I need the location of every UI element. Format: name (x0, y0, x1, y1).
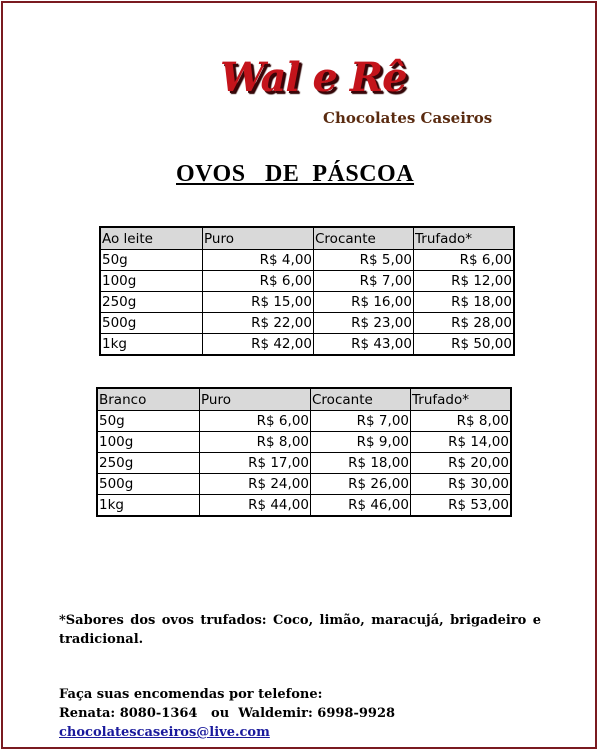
table-header-row (100, 227, 514, 250)
contact-block (59, 685, 395, 742)
table-cell-price: R$ 43,00 (314, 334, 414, 356)
table-cell-size: 50g (97, 411, 200, 432)
table-cell-price: R$ 16,00 (314, 292, 414, 313)
table-cell-price: R$ 42,00 (203, 334, 314, 356)
price-table-ao-leite (99, 226, 515, 356)
table-cell-price: R$ 5,00 (314, 250, 414, 271)
table-header-cell: Puro (200, 388, 311, 411)
table-cell-price: R$ 6,00 (200, 411, 311, 432)
price-table-branco (96, 387, 512, 517)
table-row (100, 271, 514, 292)
table-header-cell: Branco (97, 388, 200, 411)
table-cell-price: R$ 4,00 (203, 250, 314, 271)
table-cell-size: 50g (100, 250, 203, 271)
table-row (97, 453, 511, 474)
table-cell-price: R$ 14,00 (411, 432, 512, 453)
table-cell-price: R$ 22,00 (203, 313, 314, 334)
table-cell-price: R$ 26,00 (311, 474, 411, 495)
table-cell-price: R$ 9,00 (311, 432, 411, 453)
table-cell-size: 500g (97, 474, 200, 495)
table-cell-price: R$ 20,00 (411, 453, 512, 474)
table-cell-price: R$ 7,00 (314, 271, 414, 292)
table-cell-price: R$ 7,00 (311, 411, 411, 432)
table-cell-size: 500g (100, 313, 203, 334)
table-cell-size: 1kg (100, 334, 203, 356)
table-cell-price: R$ 46,00 (311, 495, 411, 517)
table-cell-price: R$ 53,00 (411, 495, 512, 517)
table-cell-price: R$ 28,00 (414, 313, 515, 334)
table-cell-size: 250g (100, 292, 203, 313)
table-row (97, 411, 511, 432)
contact-phones: Renata: 8080-1364 ou Waldemir: 6998-9928 (59, 706, 396, 721)
table-header-cell: Crocante (314, 227, 414, 250)
table-header-cell: Trufado* (414, 227, 515, 250)
table-header-cell: Trufado* (411, 388, 512, 411)
table-cell-price: R$ 23,00 (314, 313, 414, 334)
table-row (100, 292, 514, 313)
table-row (100, 250, 514, 271)
page-title: OVOS DE PÁSCOA (176, 161, 415, 187)
table-cell-price: R$ 6,00 (203, 271, 314, 292)
table-header-row (97, 388, 511, 411)
table-row (100, 334, 514, 356)
contact-heading: Faça suas encomendas por telefone: (59, 687, 323, 702)
table-cell-price: R$ 24,00 (200, 474, 311, 495)
table-row (100, 313, 514, 334)
table-header-cell: Puro (203, 227, 314, 250)
table-cell-size: 1kg (97, 495, 200, 517)
table-cell-price: R$ 18,00 (311, 453, 411, 474)
table-cell-price: R$ 50,00 (414, 334, 515, 356)
table-cell-price: R$ 12,00 (414, 271, 515, 292)
table-cell-price: R$ 17,00 (200, 453, 311, 474)
table-cell-price: R$ 30,00 (411, 474, 512, 495)
email-link[interactable]: chocolatescaseiros@live.com (59, 725, 270, 740)
table-cell-price: R$ 8,00 (411, 411, 512, 432)
table-cell-size: 100g (100, 271, 203, 292)
table-cell-price: R$ 15,00 (203, 292, 314, 313)
table-row (97, 495, 511, 517)
table-cell-price: R$ 18,00 (414, 292, 515, 313)
table-row (97, 432, 511, 453)
table-header-cell: Ao leite (100, 227, 203, 250)
table-cell-price: R$ 6,00 (414, 250, 515, 271)
truffle-flavors-note: *Sabores dos ovos trufados: Coco, limão, maracujá, brigadeiro e tradicional. (59, 613, 541, 647)
table-cell-size: 100g (97, 432, 200, 453)
table-row (97, 474, 511, 495)
table-cell-price: R$ 44,00 (200, 495, 311, 517)
table-cell-price: R$ 8,00 (200, 432, 311, 453)
brand-logo: Wal e Rê (220, 54, 407, 101)
table-header-cell: Crocante (311, 388, 411, 411)
table-cell-size: 250g (97, 453, 200, 474)
brand-tagline: Chocolates Caseiros (323, 109, 493, 127)
